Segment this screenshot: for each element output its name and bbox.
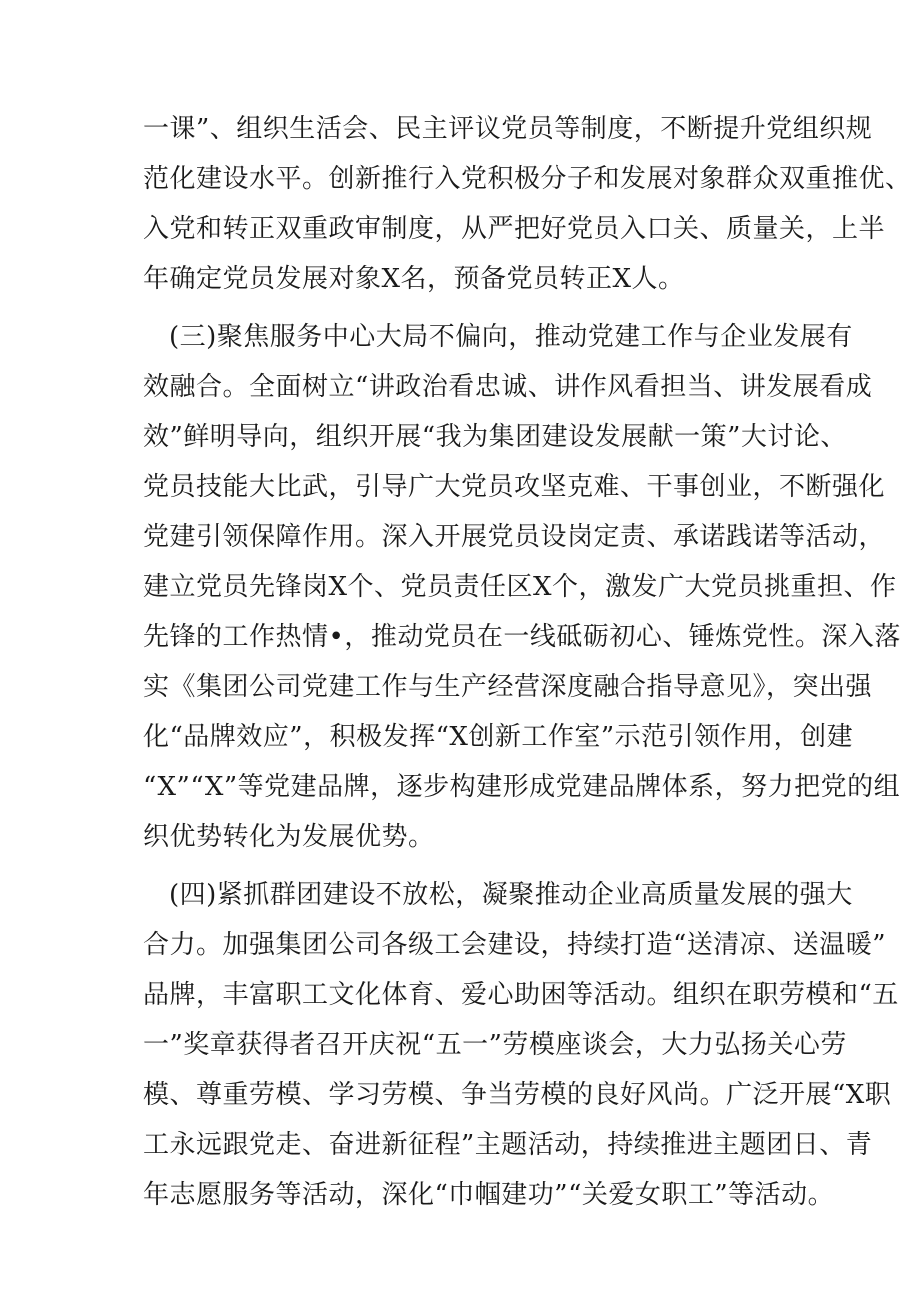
text-line: 工永远跟党走、奋进新征程”主题活动，持续推进主题团日、青 [143, 1130, 873, 1160]
text-line: 效”鲜明导向，组织开展“我为集团建设发展献一策”大讨论、 [143, 422, 847, 452]
text-line: 先锋的工作热情•，推动党员在一线砥砺初心、锤炼党性。深入落 [143, 622, 901, 652]
text-line: 党员技能大比武，引导广大党员攻坚克难、干事创业，不断强化 [143, 472, 886, 502]
text-line: 年确定党员发展对象X名，预备党员转正X人。 [143, 264, 685, 294]
text-line: 模、尊重劳模、学习劳模、争当劳模的良好风尚。广泛开展“X职 [143, 1080, 892, 1110]
document-body [143, 104, 912, 1220]
text-line: 建立党员先锋岗X个、党员责任区X个，激发广大党员挑重担、作 [143, 572, 897, 602]
paragraph-gap [143, 862, 793, 870]
text-line: 效融合。全面树立“讲政治看忠诚、讲作风看担当、讲发展看成 [143, 372, 873, 402]
text-line: 党建引领保障作用。深入开展党员设岗定责、承诺践诺等活动， [143, 522, 886, 552]
text-line: 入党和转正双重政审制度，从严把好党员入口关、质量关，上半 [143, 214, 886, 244]
text-line: 合力。加强集团公司各级工会建设，持续打造“送清凉、送温暖” [143, 930, 887, 960]
text-line: 实《集团公司党建工作与生产经营深度融合指导意见》，突出强 [143, 672, 873, 702]
text-line: 织优势转化为发展优势。 [143, 822, 435, 852]
paragraph-section-three [143, 312, 901, 862]
section-heading-line: (三)聚焦服务中心大局不偏向，推动党建工作与企业发展有 [169, 322, 853, 352]
text-line: 一课”、组织生活会、民主评议党员等制度，不断提升党组织规 [143, 114, 873, 144]
paragraph-party-organization [143, 104, 912, 304]
text-line: “X”“X”等党建品牌，逐步构建形成党建品牌体系，努力把党的组 [143, 772, 901, 802]
text-line: 年志愿服务等活动，深化“巾帼建功”“关爱女职工”等活动。 [143, 1180, 835, 1210]
text-line: 范化建设水平。创新推行入党积极分子和发展对象群众双重推优、 [143, 164, 912, 194]
section-heading-line: (四)紧抓群团建设不放松，凝聚推动企业高质量发展的强大 [169, 880, 853, 910]
text-line: 化“品牌效应”，积极发挥“X创新工作室”示范引领作用，创建 [143, 722, 854, 752]
paragraph-section-four [143, 870, 899, 1220]
text-line: 一”奖章获得者召开庆祝“五一”劳模座谈会，大力弘扬关心劳 [143, 1030, 847, 1060]
paragraph-gap [143, 304, 793, 312]
text-line: 品牌，丰富职工文化体育、爱心助困等活动。组织在职劳模和“五 [143, 980, 899, 1010]
